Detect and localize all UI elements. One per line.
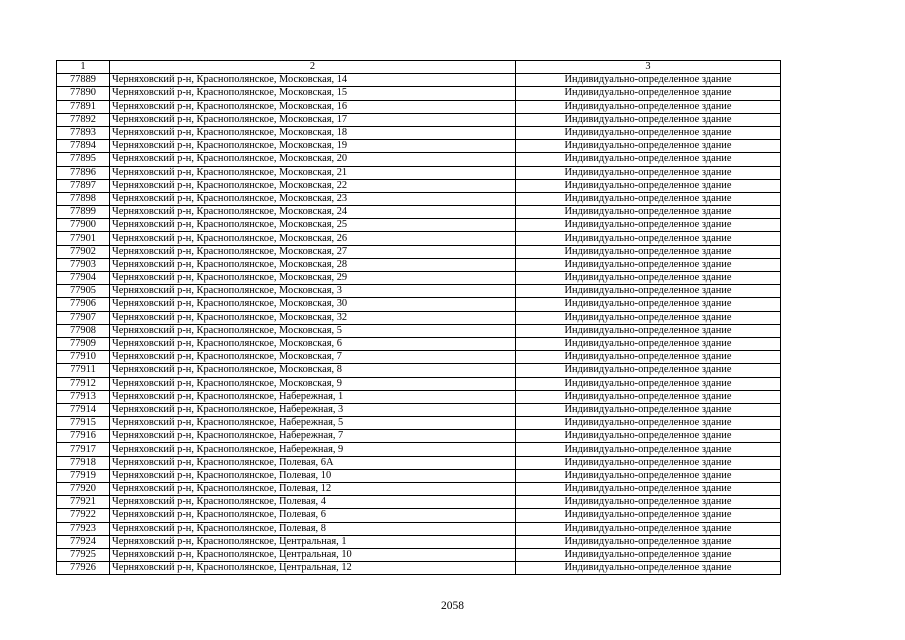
address-cell: Черняховский р-н, Краснополянское, Московская, 23 <box>110 192 516 205</box>
document-sheet <box>56 60 780 575</box>
object-type-cell: Индивидуально-определенное здание <box>516 232 781 245</box>
row-number-cell: 77922 <box>57 509 110 522</box>
table-row <box>57 548 781 561</box>
object-type-cell: Индивидуально-определенное здание <box>516 126 781 139</box>
table-row <box>57 351 781 364</box>
row-number-cell: 77907 <box>57 311 110 324</box>
row-number-cell: 77904 <box>57 272 110 285</box>
address-cell: Черняховский р-н, Краснополянское, Московская, 30 <box>110 298 516 311</box>
address-cell: Черняховский р-н, Краснополянское, Московская, 19 <box>110 140 516 153</box>
row-number-cell: 77914 <box>57 403 110 416</box>
table-row <box>57 535 781 548</box>
object-type-cell: Индивидуально-определенное здание <box>516 364 781 377</box>
table-row <box>57 298 781 311</box>
table-row <box>57 258 781 271</box>
table-row <box>57 87 781 100</box>
object-type-cell: Индивидуально-определенное здание <box>516 245 781 258</box>
object-type-cell: Индивидуально-определенное здание <box>516 113 781 126</box>
row-number-cell: 77891 <box>57 100 110 113</box>
object-type-cell: Индивидуально-определенное здание <box>516 298 781 311</box>
address-cell: Черняховский р-н, Краснополянское, Московская, 7 <box>110 351 516 364</box>
object-type-cell: Индивидуально-определенное здание <box>516 219 781 232</box>
object-type-cell: Индивидуально-определенное здание <box>516 562 781 575</box>
table-row <box>57 192 781 205</box>
address-cell: Черняховский р-н, Краснополянское, Московская, 28 <box>110 258 516 271</box>
table-row <box>57 443 781 456</box>
header-row <box>57 61 781 74</box>
object-type-cell: Индивидуально-определенное здание <box>516 496 781 509</box>
object-type-cell: Индивидуально-определенное здание <box>516 166 781 179</box>
object-type-cell: Индивидуально-определенное здание <box>516 206 781 219</box>
table-row <box>57 509 781 522</box>
row-number-cell: 77925 <box>57 548 110 561</box>
object-type-cell: Индивидуально-определенное здание <box>516 140 781 153</box>
table-header <box>57 61 781 74</box>
object-type-cell: Индивидуально-определенное здание <box>516 469 781 482</box>
table-row <box>57 100 781 113</box>
object-type-cell: Индивидуально-определенное здание <box>516 535 781 548</box>
header-col-1: 1 <box>57 61 110 74</box>
row-number-cell: 77896 <box>57 166 110 179</box>
table-row <box>57 153 781 166</box>
row-number-cell: 77905 <box>57 285 110 298</box>
object-type-cell: Индивидуально-определенное здание <box>516 390 781 403</box>
row-number-cell: 77903 <box>57 258 110 271</box>
table-row <box>57 219 781 232</box>
row-number-cell: 77926 <box>57 562 110 575</box>
row-number-cell: 77900 <box>57 219 110 232</box>
address-cell: Черняховский р-н, Краснополянское, Московская, 29 <box>110 272 516 285</box>
object-type-cell: Индивидуально-определенное здание <box>516 311 781 324</box>
address-cell: Черняховский р-н, Краснополянское, Московская, 8 <box>110 364 516 377</box>
row-number-cell: 77909 <box>57 337 110 350</box>
address-cell: Черняховский р-н, Краснополянское, Полевая, 8 <box>110 522 516 535</box>
row-number-cell: 77921 <box>57 496 110 509</box>
table-row <box>57 377 781 390</box>
address-cell: Черняховский р-н, Краснополянское, Центральная, 12 <box>110 562 516 575</box>
address-cell: Черняховский р-н, Краснополянское, Набережная, 7 <box>110 430 516 443</box>
row-number-cell: 77923 <box>57 522 110 535</box>
address-cell: Черняховский р-н, Краснополянское, Московская, 22 <box>110 179 516 192</box>
property-table <box>56 60 781 575</box>
row-number-cell: 77912 <box>57 377 110 390</box>
row-number-cell: 77913 <box>57 390 110 403</box>
address-cell: Черняховский р-н, Краснополянское, Набережная, 9 <box>110 443 516 456</box>
address-cell: Черняховский р-н, Краснополянское, Московская, 6 <box>110 337 516 350</box>
table-row <box>57 166 781 179</box>
row-number-cell: 77906 <box>57 298 110 311</box>
address-cell: Черняховский р-н, Краснополянское, Полевая, 10 <box>110 469 516 482</box>
address-cell: Черняховский р-н, Краснополянское, Центральная, 10 <box>110 548 516 561</box>
address-cell: Черняховский р-н, Краснополянское, Полевая, 12 <box>110 483 516 496</box>
table-row <box>57 126 781 139</box>
row-number-cell: 77901 <box>57 232 110 245</box>
object-type-cell: Индивидуально-определенное здание <box>516 285 781 298</box>
header-col-2: 2 <box>110 61 516 74</box>
row-number-cell: 77919 <box>57 469 110 482</box>
table-body <box>57 74 781 575</box>
row-number-cell: 77899 <box>57 206 110 219</box>
object-type-cell: Индивидуально-определенное здание <box>516 509 781 522</box>
row-number-cell: 77890 <box>57 87 110 100</box>
row-number-cell: 77908 <box>57 324 110 337</box>
object-type-cell: Индивидуально-определенное здание <box>516 153 781 166</box>
object-type-cell: Индивидуально-определенное здание <box>516 272 781 285</box>
page-number: 2058 <box>441 600 464 612</box>
object-type-cell: Индивидуально-определенное здание <box>516 403 781 416</box>
object-type-cell: Индивидуально-определенное здание <box>516 548 781 561</box>
address-cell: Черняховский р-н, Краснополянское, Московская, 24 <box>110 206 516 219</box>
address-cell: Черняховский р-н, Краснополянское, Московская, 9 <box>110 377 516 390</box>
row-number-cell: 77920 <box>57 483 110 496</box>
table-row <box>57 179 781 192</box>
address-cell: Черняховский р-н, Краснополянское, Московская, 20 <box>110 153 516 166</box>
address-cell: Черняховский р-н, Краснополянское, Московская, 32 <box>110 311 516 324</box>
address-cell: Черняховский р-н, Краснополянское, Московская, 14 <box>110 74 516 87</box>
table-row <box>57 390 781 403</box>
table-row <box>57 403 781 416</box>
address-cell: Черняховский р-н, Краснополянское, Московская, 27 <box>110 245 516 258</box>
table-row <box>57 272 781 285</box>
row-number-cell: 77902 <box>57 245 110 258</box>
object-type-cell: Индивидуально-определенное здание <box>516 258 781 271</box>
table-row <box>57 74 781 87</box>
address-cell: Черняховский р-н, Краснополянское, Московская, 5 <box>110 324 516 337</box>
address-cell: Черняховский р-н, Краснополянское, Московская, 25 <box>110 219 516 232</box>
object-type-cell: Индивидуально-определенное здание <box>516 443 781 456</box>
table-row <box>57 364 781 377</box>
object-type-cell: Индивидуально-определенное здание <box>516 74 781 87</box>
object-type-cell: Индивидуально-определенное здание <box>516 377 781 390</box>
address-cell: Черняховский р-н, Краснополянское, Московская, 26 <box>110 232 516 245</box>
row-number-cell: 77910 <box>57 351 110 364</box>
address-cell: Черняховский р-н, Краснополянское, Полевая, 4 <box>110 496 516 509</box>
object-type-cell: Индивидуально-определенное здание <box>516 483 781 496</box>
address-cell: Черняховский р-н, Краснополянское, Центральная, 1 <box>110 535 516 548</box>
address-cell: Черняховский р-н, Краснополянское, Набережная, 1 <box>110 390 516 403</box>
address-cell: Черняховский р-н, Краснополянское, Московская, 17 <box>110 113 516 126</box>
table-row <box>57 483 781 496</box>
table-row <box>57 417 781 430</box>
table-row <box>57 311 781 324</box>
address-cell: Черняховский р-н, Краснополянское, Московская, 21 <box>110 166 516 179</box>
object-type-cell: Индивидуально-определенное здание <box>516 337 781 350</box>
row-number-cell: 77917 <box>57 443 110 456</box>
table-row <box>57 285 781 298</box>
row-number-cell: 77924 <box>57 535 110 548</box>
row-number-cell: 77895 <box>57 153 110 166</box>
object-type-cell: Индивидуально-определенное здание <box>516 430 781 443</box>
row-number-cell: 77915 <box>57 417 110 430</box>
table-row <box>57 522 781 535</box>
object-type-cell: Индивидуально-определенное здание <box>516 351 781 364</box>
header-col-3: 3 <box>516 61 781 74</box>
row-number-cell: 77911 <box>57 364 110 377</box>
object-type-cell: Индивидуально-определенное здание <box>516 522 781 535</box>
address-cell: Черняховский р-н, Краснополянское, Полевая, 6А <box>110 456 516 469</box>
table-row <box>57 430 781 443</box>
table-row <box>57 337 781 350</box>
table-row <box>57 562 781 575</box>
address-cell: Черняховский р-н, Краснополянское, Московская, 15 <box>110 87 516 100</box>
object-type-cell: Индивидуально-определенное здание <box>516 417 781 430</box>
object-type-cell: Индивидуально-определенное здание <box>516 87 781 100</box>
row-number-cell: 77889 <box>57 74 110 87</box>
object-type-cell: Индивидуально-определенное здание <box>516 324 781 337</box>
table-row <box>57 456 781 469</box>
address-cell: Черняховский р-н, Краснополянское, Набережная, 5 <box>110 417 516 430</box>
table-row <box>57 206 781 219</box>
object-type-cell: Индивидуально-определенное здание <box>516 192 781 205</box>
row-number-cell: 77894 <box>57 140 110 153</box>
address-cell: Черняховский р-н, Краснополянское, Московская, 18 <box>110 126 516 139</box>
address-cell: Черняховский р-н, Краснополянское, Набережная, 3 <box>110 403 516 416</box>
row-number-cell: 77916 <box>57 430 110 443</box>
address-cell: Черняховский р-н, Краснополянское, Московская, 16 <box>110 100 516 113</box>
table-row <box>57 245 781 258</box>
address-cell: Черняховский р-н, Краснополянское, Московская, 3 <box>110 285 516 298</box>
table-row <box>57 324 781 337</box>
table-row <box>57 469 781 482</box>
row-number-cell: 77892 <box>57 113 110 126</box>
table-row <box>57 140 781 153</box>
object-type-cell: Индивидуально-определенное здание <box>516 100 781 113</box>
table-row <box>57 496 781 509</box>
table-row <box>57 232 781 245</box>
row-number-cell: 77893 <box>57 126 110 139</box>
object-type-cell: Индивидуально-определенное здание <box>516 179 781 192</box>
address-cell: Черняховский р-н, Краснополянское, Полевая, 6 <box>110 509 516 522</box>
object-type-cell: Индивидуально-определенное здание <box>516 456 781 469</box>
table-row <box>57 113 781 126</box>
row-number-cell: 77918 <box>57 456 110 469</box>
row-number-cell: 77898 <box>57 192 110 205</box>
row-number-cell: 77897 <box>57 179 110 192</box>
